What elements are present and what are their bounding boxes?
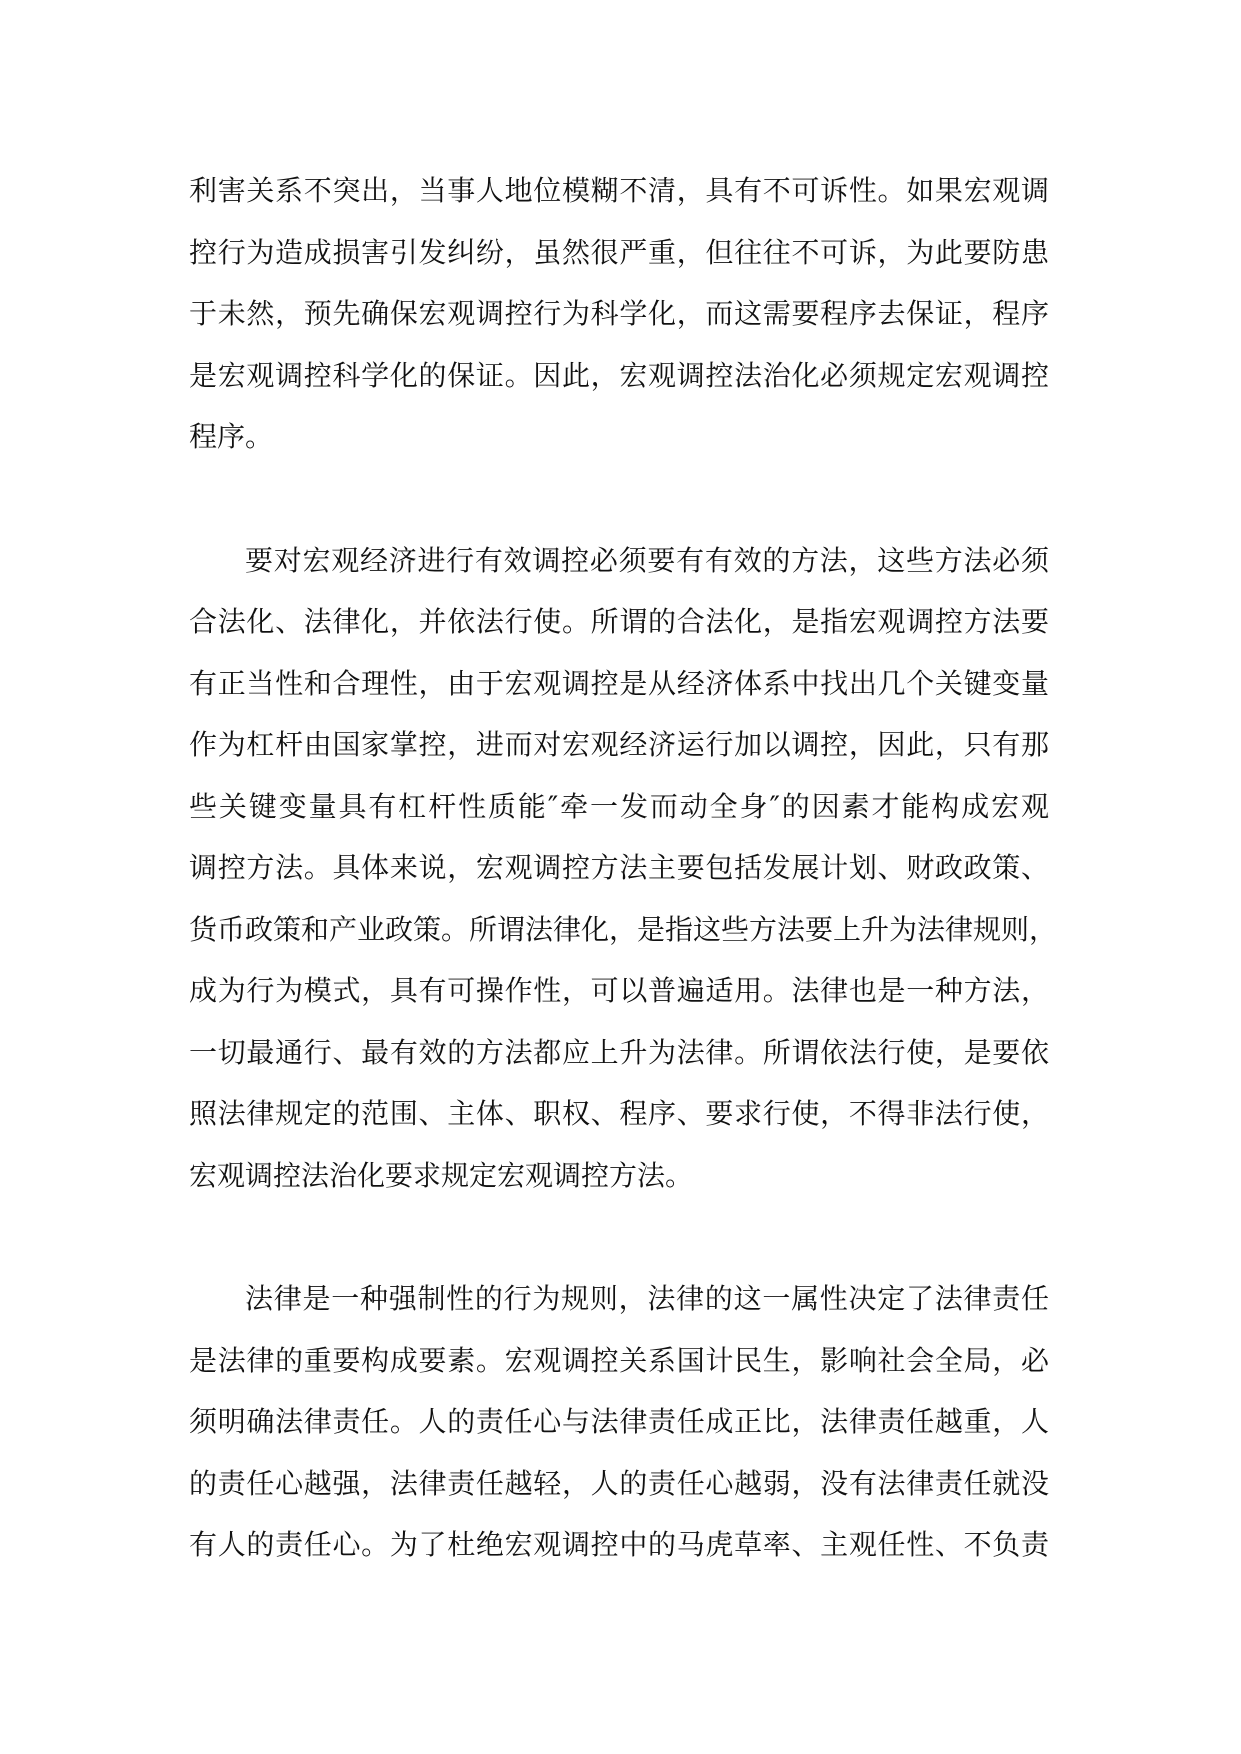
paragraph-line: 照法律规定的范围、主体、职权、程序、要求行使，不得非法行使， [189,1097,1049,1130]
paragraph-1 [189,160,1049,468]
paragraph-line: 一切最通行、最有效的方法都应上升为法律。所谓依法行使，是要依 [189,1035,1049,1069]
paragraph-line: 是宏观调控科学化的保证。因此，宏观调控法治化必须规定宏观调控 [189,358,1049,392]
body-text [189,160,1058,1576]
paragraph-line: 的责任心越强，法律责任越轻，人的责任心越弱，没有法律责任就没 [189,1466,1049,1500]
paragraph-3 [189,1268,1049,1576]
paragraph-line: 须明确法律责任。人的责任心与法律责任成正比，法律责任越重，人 [189,1405,1049,1438]
paragraph-line: 于未然，预先确保宏观调控行为科学化，而这需要程序去保证，程序 [189,297,1049,330]
paragraph-line: 法律是一种强制性的行为规则，法律的这一属性决定了法律责任 [245,1282,1049,1315]
paragraph-line: 合法化、法律化，并依法行使。所谓的合法化，是指宏观调控方法要 [189,605,1049,638]
paragraph-gap [189,468,1049,530]
paragraph-line: 要对宏观经济进行有效调控必须要有有效的方法，这些方法必须 [245,543,1049,577]
paragraph-line: 些关键变量具有杠杆性质能″牵一发而动全身″的因素才能构成宏观 [189,789,1049,823]
paragraph-line: 有人的责任心。为了杜绝宏观调控中的马虎草率、主观任性、不负责 [189,1528,1049,1561]
paragraph-gap [189,1206,1049,1268]
paragraph-2 [189,530,1058,1207]
paragraph-line: 宏观调控法治化要求规定宏观调控方法。 [189,1158,694,1192]
paragraph-line: 程序。 [189,420,274,453]
paragraph-line: 货币政策和产业政策。所谓法律化，是指这些方法要上升为法律规则， [189,912,1058,946]
paragraph-line: 有正当性和合理性，由于宏观调控是从经济体系中找出几个关键变量 [189,666,1049,700]
paragraph-line: 作为杠杆由国家掌控，进而对宏观经济运行加以调控，因此，只有那 [189,728,1049,761]
paragraph-line: 是法律的重要构成要素。宏观调控关系国计民生，影响社会全局，必 [189,1343,1049,1377]
paragraph-line: 成为行为模式，具有可操作性，可以普遍适用。法律也是一种方法， [189,974,1049,1007]
paragraph-line: 控行为造成损害引发纠纷，虽然很严重，但往往不可诉，为此要防患 [189,235,1049,269]
paragraph-line: 利害关系不突出，当事人地位模糊不清，具有不可诉性。如果宏观调 [189,174,1049,207]
paragraph-line: 调控方法。具体来说，宏观调控方法主要包括发展计划、财政政策、 [189,851,1049,884]
